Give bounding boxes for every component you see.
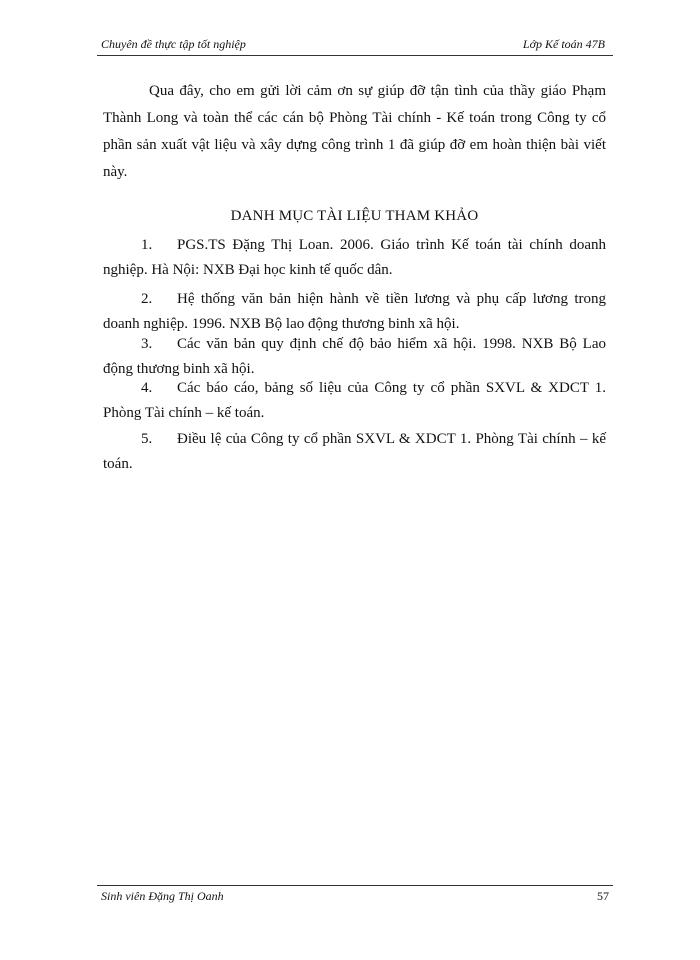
reference-text: Hệ thống văn bản hiện hành về tiền lương và phụ cấp lương trong doanh nghiệp. 1996. NXB Bộ lao động thương binh xã hội. (103, 291, 606, 332)
reference-item-5 (103, 427, 606, 477)
reference-text: Điều lệ của Công ty cổ phần SXVL & XDCT 1. Phòng Tài chính – kế toán. (103, 431, 606, 472)
reference-number: 2. (141, 291, 153, 307)
reference-text: Các văn bản quy định chế độ bảo hiểm xã hội. 1998. NXB Bộ Lao động thương binh xã hội. (103, 336, 606, 377)
footer-divider (97, 885, 613, 886)
acknowledgement-paragraph (103, 78, 606, 186)
header-course-title: Chuyên đề thực tập tốt nghiệp (101, 37, 246, 51)
references-heading: DANH MỤC TÀI LIỆU THAM KHẢO (230, 208, 479, 224)
reference-text: PGS.TS Đặng Thị Loan. 2006. Giáo trình Kế toán tài chính doanh nghiệp. Hà Nội: NXB Đại học kinh tế quốc dân. (103, 237, 606, 278)
acknowledgement-text: Qua đây, cho em gửi lời cảm ơn sự giúp đỡ tận tình của thầy giáo Phạm Thành Long và toàn thể các cán bộ Phòng Tài chính - Kế toán trong Công ty cổ phần sản xuất vật liệu và xây dựng công trình 1 đã giúp đỡ em hoàn thiện bài viết này. (103, 83, 606, 180)
footer-student-name: Sinh viên Đặng Thị Oanh (101, 889, 224, 903)
reference-text: Các báo cáo, bảng số liệu của Công ty cổ phần SXVL & XDCT 1. Phòng Tài chính – kế toán. (103, 380, 606, 421)
reference-number: 4. (141, 380, 153, 396)
reference-number: 5. (141, 431, 153, 447)
reference-item-1 (103, 233, 606, 283)
page-number: 57 (597, 889, 609, 903)
reference-number: 1. (141, 237, 153, 253)
reference-number: 3. (141, 336, 153, 352)
header-divider (97, 55, 613, 56)
reference-item-4 (103, 376, 606, 426)
reference-item-2 (103, 287, 606, 337)
header-class-name: Lớp Kế toán 47B (522, 37, 605, 51)
reference-item-3 (103, 332, 606, 382)
